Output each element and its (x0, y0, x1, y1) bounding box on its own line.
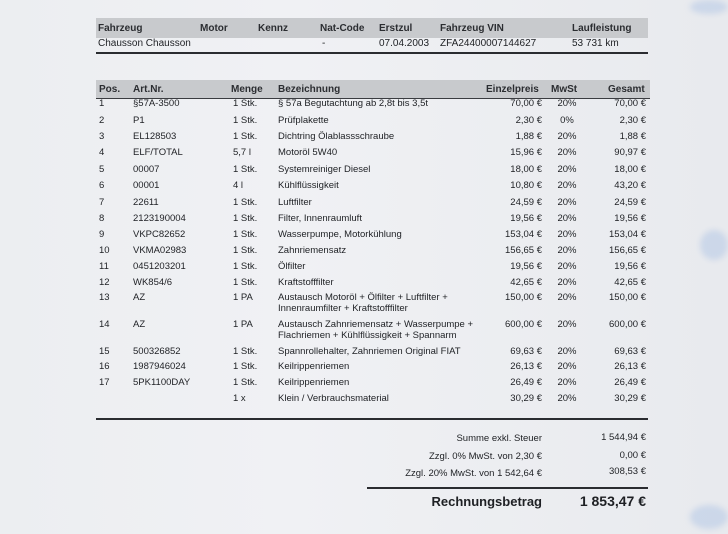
row-total: 2,30 € (619, 115, 646, 126)
row-qty: 1 PA (233, 319, 253, 330)
col-desc: Bezeichnung (278, 84, 341, 95)
row-qty: 1 Stk. (233, 229, 258, 240)
row-total: 42,65 € (614, 277, 646, 288)
row-price: 69,63 € (510, 346, 542, 357)
vehicle-value-vin: ZFA24400007144627 (440, 38, 537, 49)
row-total: 24,59 € (614, 197, 646, 208)
row-desc: Spannrollehalter, Zahnriemen Original FIAT (278, 346, 461, 357)
table-row (0, 261, 728, 275)
row-art: 0451203201 (133, 261, 186, 272)
row-desc: Kühlflüssigkeit (278, 180, 339, 191)
row-desc: Luftfilter (278, 197, 312, 208)
row-desc: Systemreiniger Diesel (278, 164, 371, 175)
row-art: 2123190004 (133, 213, 186, 224)
table-row (0, 229, 728, 243)
row-total: 150,00 € (609, 292, 646, 303)
row-qty: 1 Stk. (233, 197, 258, 208)
table-row (0, 147, 728, 161)
vat0-value: 0,00 € (619, 450, 646, 461)
row-desc: Motoröl 5W40 (278, 147, 338, 158)
grand-total-value: 1 853,47 € (579, 493, 646, 509)
row-price: 15,96 € (510, 147, 542, 158)
col-price: Einzelpreis (486, 84, 539, 95)
table-row (0, 346, 728, 360)
row-price: 2,30 € (515, 115, 542, 126)
table-row (0, 377, 728, 391)
vehicle-header-motor: Motor (200, 23, 228, 34)
vehicle-info (96, 14, 648, 56)
row-vat: 20% (557, 346, 577, 357)
row-vat: 20% (557, 292, 577, 303)
vehicle-header-vin: Fahrzeug VIN (440, 23, 504, 34)
row-price: 600,00 € (505, 319, 542, 330)
vehicle-value-fahrzeug: Chausson Chausson (98, 38, 191, 49)
row-pos: 15 (99, 346, 110, 357)
row-desc: Austausch Zahnriemensatz + Wasserpumpe + Flachriemen + Kühlflüssigkeit + Spannarm (278, 319, 474, 341)
row-desc: Dichtring Ölablassschraube (278, 131, 395, 142)
table-row (0, 292, 728, 316)
row-qty: 1 Stk. (233, 131, 258, 142)
vehicle-header-erstzul: Erstzul (379, 23, 413, 34)
row-vat: 20% (557, 277, 577, 288)
row-art: 22611 (133, 197, 159, 208)
row-vat: 20% (557, 197, 577, 208)
row-qty: 1 Stk. (233, 377, 258, 388)
table-row (0, 164, 728, 178)
row-qty: 1 Stk. (233, 164, 258, 175)
row-total: 600,00 € (609, 319, 646, 330)
row-qty: 1 Stk. (233, 213, 258, 224)
row-price: 30,29 € (510, 393, 542, 404)
row-vat: 20% (557, 377, 577, 388)
col-vat: MwSt (551, 84, 578, 95)
row-desc: Filter, Innenraumluft (278, 213, 362, 224)
table-row (0, 131, 728, 145)
row-total: 1,88 € (619, 131, 646, 142)
row-vat: 20% (557, 213, 577, 224)
table-row (0, 213, 728, 227)
row-total: 90,97 € (614, 147, 646, 158)
row-qty: 1 Stk. (233, 261, 258, 272)
table-row (0, 180, 728, 194)
row-price: 10,80 € (510, 180, 542, 191)
row-qty: 1 PA (233, 292, 253, 303)
row-pos: 3 (99, 131, 105, 142)
row-art: 00007 (133, 164, 160, 175)
row-total: 26,13 € (614, 361, 646, 372)
col-art: Art.Nr. (133, 84, 164, 95)
col-total: Gesamt (608, 84, 645, 95)
row-vat: 20% (557, 229, 577, 240)
grand-total-divider (367, 487, 648, 489)
col-qty: Menge (231, 84, 263, 95)
row-vat: 20% (557, 164, 577, 175)
row-qty: 4 l (233, 180, 244, 191)
row-vat: 20% (557, 147, 577, 158)
net-label: Summe exkl. Steuer (456, 433, 542, 444)
row-pos: 2 (99, 115, 105, 126)
table-row (0, 245, 728, 259)
row-pos: 11 (99, 261, 109, 272)
vat20-value: 308,53 € (609, 466, 646, 477)
table-row (0, 361, 728, 375)
row-price: 24,59 € (510, 197, 542, 208)
summary-divider (96, 418, 648, 420)
ink-smudge (690, 0, 728, 14)
ink-smudge (690, 505, 728, 529)
table-row (0, 115, 728, 129)
row-art: 00001 (133, 180, 160, 191)
row-art: §57A-3500 (133, 98, 180, 109)
vehicle-header-bar (96, 18, 648, 38)
row-vat: 20% (557, 393, 577, 404)
row-price: 26,49 € (510, 377, 542, 388)
row-total: 43,20 € (614, 180, 646, 191)
table-row (0, 98, 728, 112)
row-art: VKPC82652 (133, 229, 186, 240)
row-pos: 4 (99, 147, 105, 158)
row-vat: 20% (557, 361, 577, 372)
vat0-label: Zzgl. 0% MwSt. von 2,30 € (429, 451, 542, 462)
row-desc: Prüfplakette (278, 115, 329, 126)
row-vat: 0% (560, 115, 574, 126)
row-total: 26,49 € (614, 377, 646, 388)
row-total: 69,63 € (614, 346, 646, 357)
row-total: 19,56 € (614, 213, 646, 224)
row-pos: 14 (99, 319, 110, 330)
col-pos: Pos. (99, 84, 121, 95)
row-price: 19,56 € (510, 213, 542, 224)
vat20-label: Zzgl. 20% MwSt. von 1 542,64 € (405, 468, 542, 479)
row-price: 156,65 € (505, 245, 542, 256)
row-price: 18,00 € (510, 164, 542, 175)
row-total: 70,00 € (614, 98, 646, 109)
vehicle-header-kennz: Kennz (258, 23, 288, 34)
row-desc: Klein / Verbrauchsmaterial (278, 393, 389, 404)
row-pos: 9 (99, 229, 105, 240)
row-vat: 20% (557, 131, 577, 142)
row-vat: 20% (557, 180, 577, 191)
row-pos: 7 (99, 197, 105, 208)
row-price: 19,56 € (510, 261, 542, 272)
row-qty: 1 Stk. (233, 346, 258, 357)
row-desc: Zahnriemensatz (278, 245, 347, 256)
row-art: AZ (133, 319, 146, 330)
vehicle-value-erstzul: 07.04.2003 (379, 38, 430, 49)
row-pos: 12 (99, 277, 110, 288)
row-desc: § 57a Begutachtung ab 2,8t bis 3,5t (278, 98, 429, 109)
row-qty: 1 x (233, 393, 246, 404)
vehicle-header-natcode: Nat-Code (320, 23, 365, 34)
row-vat: 20% (557, 319, 577, 330)
row-art: ELF/TOTAL (133, 147, 183, 158)
row-pos: 17 (99, 377, 110, 388)
row-art: 500326852 (133, 346, 181, 357)
row-vat: 20% (557, 261, 577, 272)
row-qty: 1 Stk. (233, 115, 258, 126)
row-vat: 20% (557, 245, 577, 256)
vehicle-divider (96, 52, 648, 54)
row-total: 19,56 € (614, 261, 646, 272)
row-pos: 6 (99, 180, 105, 191)
row-desc: Wasserpumpe, Motorkühlung (278, 229, 402, 240)
row-pos: 5 (99, 164, 105, 175)
row-price: 1,88 € (515, 131, 542, 142)
net-value: 1 544,94 € (601, 432, 646, 443)
row-desc: Keilrippenriemen (278, 377, 350, 388)
row-price: 42,65 € (510, 277, 542, 288)
row-pos: 16 (99, 361, 110, 372)
row-desc: Ölfilter (278, 261, 306, 272)
row-pos: 8 (99, 213, 105, 224)
row-price: 70,00 € (510, 98, 542, 109)
table-row (0, 197, 728, 211)
row-pos: 1 (99, 98, 105, 109)
row-total: 156,65 € (609, 245, 646, 256)
row-art: VKMA02983 (133, 245, 187, 256)
row-price: 153,04 € (505, 229, 542, 240)
row-pos: 13 (99, 292, 110, 303)
table-row (0, 393, 728, 407)
row-art: EL128503 (133, 131, 177, 142)
row-qty: 1 Stk. (233, 245, 258, 256)
row-desc: Austausch Motoröl + Ölfilter + Luftfilter + Innenraumfilter + Kraftstofffilter (278, 292, 448, 314)
row-art: 5PK1100DAY (133, 377, 191, 388)
row-total: 153,04 € (609, 229, 646, 240)
row-total: 30,29 € (614, 393, 646, 404)
row-art: WK854/6 (133, 277, 173, 288)
vehicle-header-laufleistung: Laufleistung (572, 23, 632, 34)
row-qty: 5,7 l (233, 147, 251, 158)
vehicle-header-fahrzeug: Fahrzeug (98, 23, 143, 34)
row-price: 150,00 € (505, 292, 542, 303)
row-desc: Keilrippenriemen (278, 361, 350, 372)
row-vat: 20% (557, 98, 577, 109)
row-art: AZ (133, 292, 146, 303)
row-art: 1987946024 (133, 361, 186, 372)
row-qty: 1 Stk. (233, 98, 258, 109)
row-desc: Kraftstofffilter (278, 277, 334, 288)
vehicle-value-kennz: - (322, 38, 326, 49)
row-art: P1 (133, 115, 145, 126)
vehicle-value-laufleistung: 53 731 km (572, 38, 619, 49)
row-qty: 1 Stk. (233, 277, 258, 288)
row-total: 18,00 € (614, 164, 646, 175)
table-row (0, 319, 728, 343)
ink-smudge (700, 230, 728, 260)
row-pos: 10 (99, 245, 110, 256)
table-row (0, 277, 728, 291)
row-price: 26,13 € (510, 361, 542, 372)
row-qty: 1 Stk. (233, 361, 258, 372)
grand-total-label: Rechnungsbetrag (431, 494, 542, 509)
